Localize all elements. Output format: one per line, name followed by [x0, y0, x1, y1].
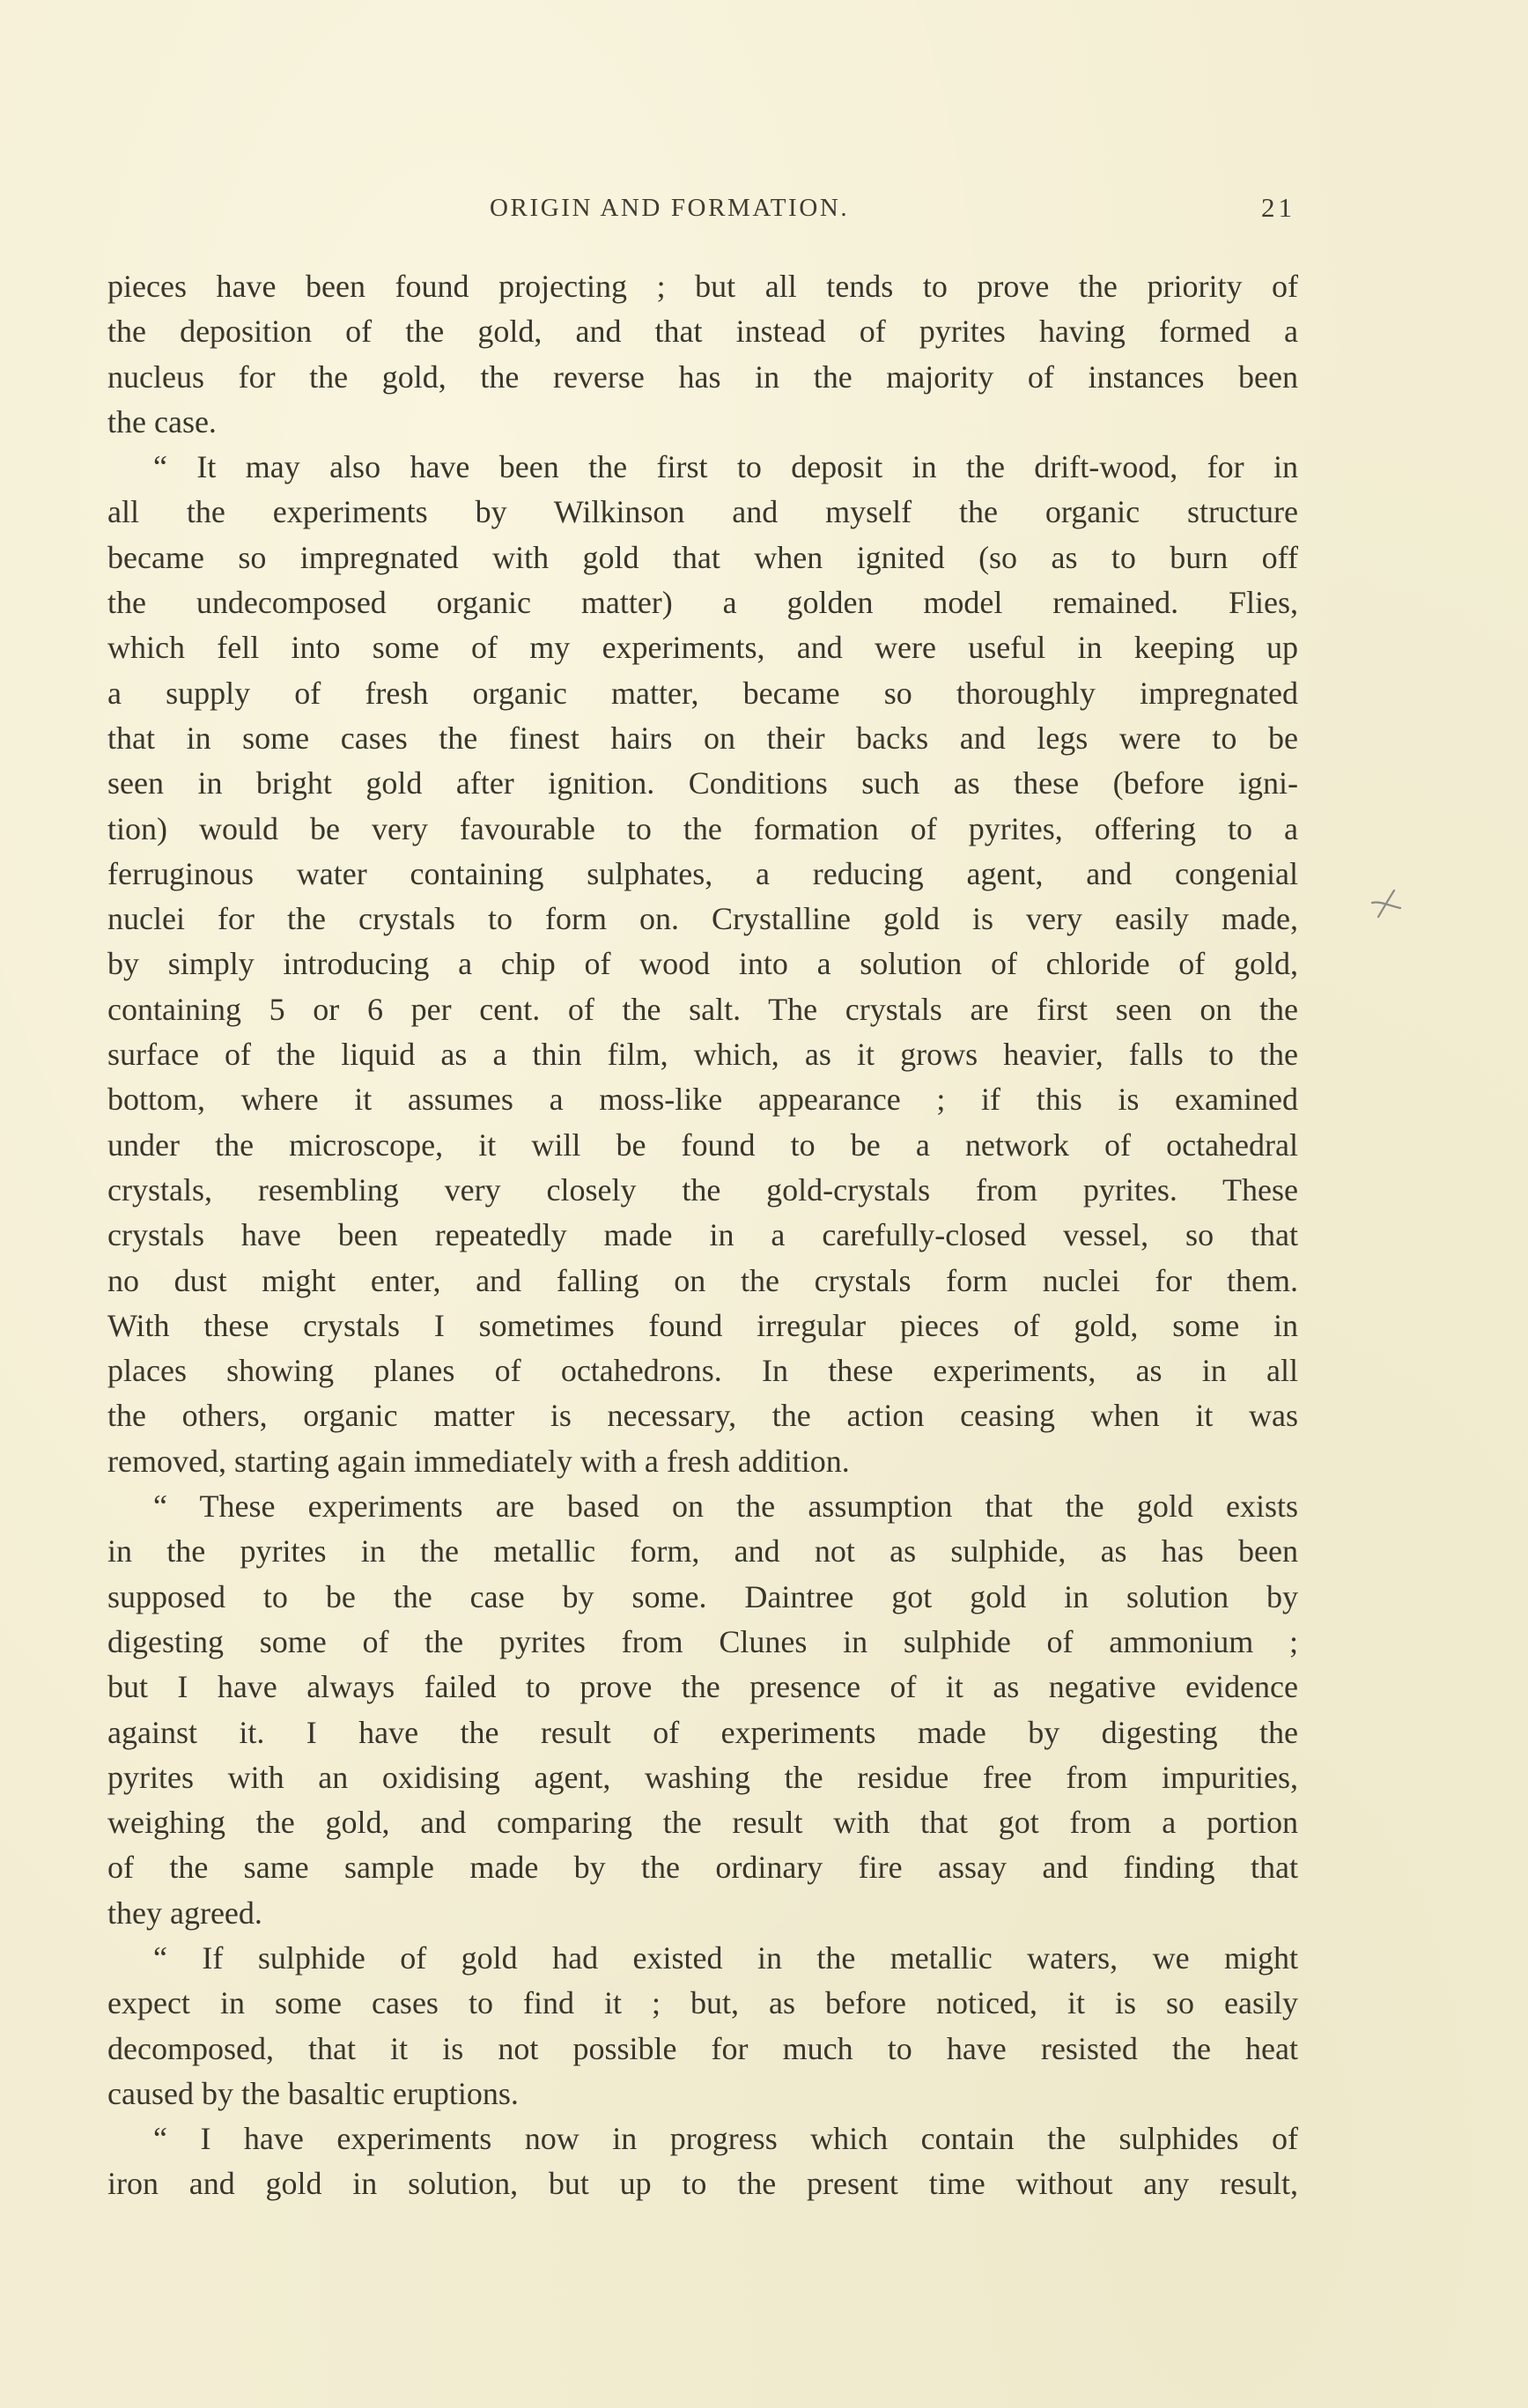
text-line: With these crystals I sometimes found irregular pieces of gold, some in: [107, 1307, 1298, 1343]
running-head: [0, 190, 1528, 225]
text-line: surface of the liquid as a thin film, which, as it grows heavier, falls to the: [107, 1037, 1298, 1073]
text-line: by simply introducing a chip of wood into a solution of chloride of gold,: [107, 946, 1298, 982]
text-line: of the same sample made by the ordinary fire assay and finding that: [107, 1850, 1298, 1886]
text-line: which fell into some of my experiments, and were useful in keeping up: [107, 630, 1298, 666]
paragraph-start-line: “ These experiments are based on the assumption that the gold exists: [153, 1488, 1298, 1525]
text-line: pieces have been found projecting ; but all tends to prove the priority of: [107, 269, 1298, 304]
text-line: iron and gold in solution, but up to the present time without any result,: [107, 2166, 1298, 2202]
text-line: tion) would be very favourable to the formation of pyrites, offering to a: [107, 810, 1298, 846]
paragraph-start-line: “ If sulphide of gold had existed in the metallic waters, we might: [153, 1939, 1298, 1976]
text-line: became so impregnated with gold that when ignited (so as to burn off: [107, 539, 1298, 575]
text-line: under the microscope, it will be found to be a network of octahedral: [107, 1126, 1298, 1163]
text-line: weighing the gold, and comparing the result with that got from a portion: [107, 1805, 1298, 1841]
text-line: no dust might enter, and falling on the crystals form nuclei for them.: [107, 1262, 1298, 1298]
text-line: the others, organic matter is necessary, the action ceasing when it was: [107, 1398, 1298, 1434]
text-line: in the pyrites in the metallic form, and not as sulphide, as has been: [107, 1533, 1298, 1570]
text-line: but I have always failed to prove the presence of it as negative evidence: [107, 1669, 1298, 1705]
text-line: containing 5 or 6 per cent. of the salt. The crystals are first seen on the: [107, 991, 1298, 1027]
text-line: a supply of fresh organic matter, became so thoroughly impregnated: [107, 675, 1298, 711]
page-number: 21: [1261, 192, 1295, 223]
text-line: that in some cases the finest hairs on their backs and legs were to be: [107, 720, 1298, 756]
text-line: pyrites with an oxidising agent, washing the residue free from impurities,: [107, 1759, 1298, 1795]
text-line: decomposed, that it is not possible for much to have resisted the heat: [107, 2030, 1298, 2066]
text-line: against it. I have the result of experiments made by digesting the: [107, 1714, 1298, 1750]
text-line: bottom, where it assumes a moss-like appearance ; if this is examined: [107, 1082, 1298, 1118]
text-line: crystals, resembling very closely the gold-crystals from pyrites. These: [107, 1171, 1298, 1208]
text-line: expect in some cases to find it ; but, as before noticed, it is so easily: [107, 1985, 1298, 2021]
text-line: seen in bright gold after ignition. Conditions such as these (before igni-: [107, 765, 1298, 801]
paragraph-end-line: they agreed.: [107, 1895, 262, 1931]
text-line: places showing planes of octahedrons. In these experiments, as in all: [107, 1353, 1298, 1389]
paragraph-end-line: caused by the basaltic eruptions.: [107, 2075, 519, 2111]
text-line: the deposition of the gold, and that instead of pyrites having formed a: [107, 314, 1298, 350]
paragraph-end-line: removed, starting again immediately with a fresh addition.: [107, 1443, 850, 1479]
text-line: ferruginous water containing sulphates, a reducing agent, and congenial: [107, 855, 1298, 891]
paragraph-start-line: “ It may also have been the first to deposit in the drift-wood, for in: [153, 449, 1298, 485]
running-title: ORIGIN AND FORMATION.: [490, 194, 850, 222]
body-text: [107, 264, 1298, 2207]
paragraph-start-line: “ I have experiments now in progress which contain the sulphides of: [153, 2121, 1298, 2157]
pencil-tick-mark-icon: [1367, 883, 1406, 922]
text-line: all the experiments by Wilkinson and myself the organic structure: [107, 494, 1298, 530]
paragraph-end-line: the case.: [107, 403, 217, 439]
text-line: supposed to be the case by some. Daintree got gold in solution by: [107, 1578, 1298, 1614]
text-line: nucleus for the gold, the reverse has in the majority of instances been: [107, 358, 1298, 395]
text-line: the undecomposed organic matter) a golden model remained. Flies,: [107, 585, 1298, 621]
text-line: crystals have been repeatedly made in a carefully-closed vessel, so that: [107, 1217, 1298, 1253]
text-line: digesting some of the pyrites from Clunes in sulphide of ammonium ;: [107, 1623, 1298, 1659]
text-line: nuclei for the crystals to form on. Crystalline gold is very easily made,: [107, 901, 1298, 937]
